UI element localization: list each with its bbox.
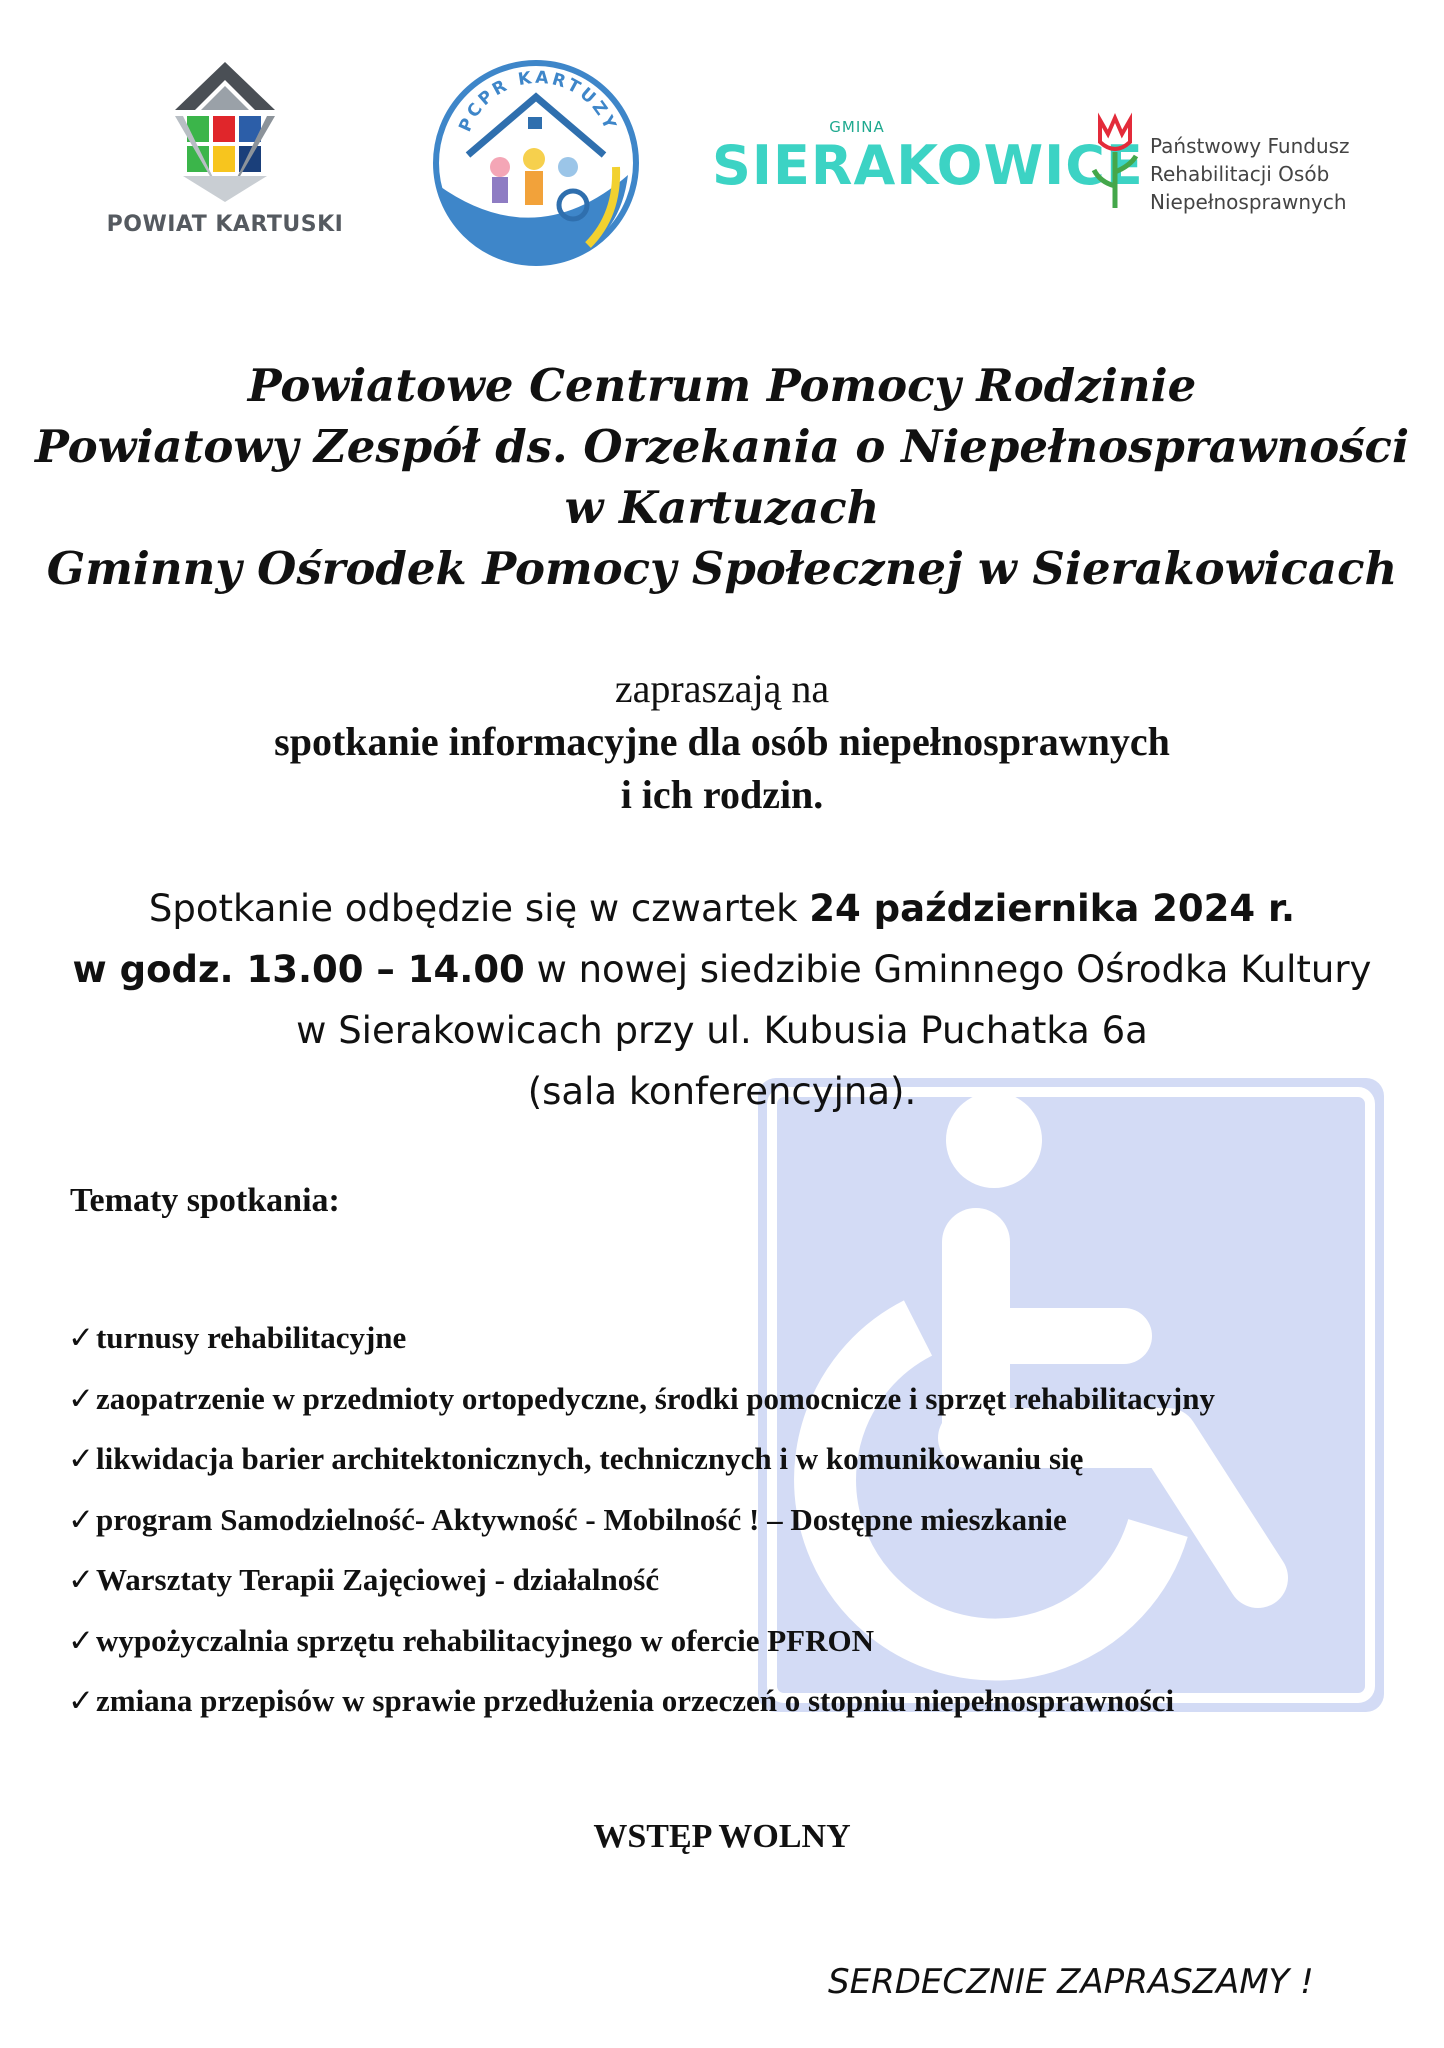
check-icon: ✓	[68, 1380, 94, 1416]
powiat-kartuski-logo	[100, 62, 350, 272]
gmina-sierakowice-logo	[712, 118, 1144, 208]
pfron-tulip-logo-icon	[1090, 112, 1140, 212]
details-intro: Spotkanie odbędzie się w czwartek	[148, 887, 810, 930]
check-icon: ✓	[68, 1441, 94, 1476]
powiat-house-logo-icon	[165, 62, 285, 202]
heading-line-2: Powiatowy Zespół ds. Orzekania o Niepełnosprawności	[34, 420, 1410, 473]
pfron-line-1: Państwowy Fundusz	[1150, 134, 1350, 158]
topics-header: Tematy spotkania:	[70, 1182, 340, 1219]
topic-text: turnusy rehabilitacyjne	[95, 1320, 407, 1355]
check-icon: ✓	[68, 1562, 94, 1597]
gmina-small-label: GMINA	[829, 118, 885, 136]
list-item	[68, 1308, 1215, 1369]
gmina-big-label: SIERAKOWICE	[712, 134, 1144, 197]
details-line-1	[0, 878, 1444, 939]
list-item	[68, 1429, 1215, 1490]
list-item	[68, 1550, 1215, 1611]
invite-intro: zapraszają na	[614, 666, 830, 711]
topic-text: likwidacja barier architektonicznych, technicznych i w komunikowaniu się	[95, 1441, 1084, 1476]
topic-text: wypożyczalnia sprzętu rehabilitacyjnego w ofercie PFRON	[95, 1622, 874, 1658]
pfron-logo	[1090, 112, 1390, 222]
check-icon: ✓	[68, 1683, 94, 1718]
heading-line-4: Gminny Ośrodek Pomocy Społecznej w Sierakowicach	[46, 542, 1398, 595]
heading-line-1: Powiatowe Centrum Pomocy Rodzinie	[247, 359, 1197, 412]
list-item	[68, 1369, 1215, 1430]
list-item	[68, 1611, 1215, 1672]
check-icon: ✓	[68, 1622, 94, 1658]
powiat-label: POWIAT KARTUSKI	[106, 212, 344, 237]
list-item	[68, 1490, 1215, 1551]
check-icon: ✓	[68, 1320, 94, 1355]
topic-text: zaopatrzenie w przedmioty ortopedyczne, środki pomocnicze i sprzęt rehabilitacyjny	[95, 1380, 1215, 1416]
event-details	[0, 878, 1444, 1122]
pcpr-label: PCPR KARTUZY	[455, 67, 621, 135]
pcpr-kartuzy-logo	[428, 55, 644, 271]
free-entry: WSTĘP WOLNY	[593, 1818, 851, 1855]
pcpr-house-family-logo-icon	[428, 55, 644, 271]
details-line-2	[0, 939, 1444, 1000]
event-address: w Sierakowicach przy ul. Kubusia Puchatka 6a	[296, 1009, 1148, 1052]
invitation	[0, 662, 1444, 821]
event-title-line-2: i ich rodzin.	[620, 772, 824, 817]
list-item	[68, 1671, 1215, 1732]
topic-text: zmiana przepisów w sprawie przedłużenia orzeczeń o stopniu niepełnosprawności	[95, 1683, 1175, 1718]
topic-text: program Samodzielność- Aktywność - Mobilność ! – Dostępne mieszkanie	[95, 1501, 1067, 1537]
pfron-line-2: Rehabilitacji Osób	[1150, 162, 1330, 186]
organizers-heading	[0, 355, 1444, 599]
topics-list	[68, 1308, 1215, 1732]
event-date: 24 października 2024 r.	[809, 887, 1296, 930]
pfron-line-3: Niepełnosprawnych	[1150, 190, 1347, 214]
closing-greeting: SERDECZNIE ZAPRASZAMY !	[828, 1962, 1314, 2002]
event-room: (sala konferencyjna).	[527, 1070, 917, 1113]
check-icon: ✓	[68, 1501, 94, 1537]
event-title-line-1: spotkanie informacyjne dla osób niepełnosprawnych	[274, 719, 1170, 764]
event-venue: w nowej siedzibie Gminnego Ośrodka Kultury	[524, 948, 1372, 991]
topic-text: Warsztaty Terapii Zajęciowej - działalność	[95, 1562, 660, 1597]
heading-line-3: w Kartuzach	[564, 481, 880, 534]
event-time: w godz. 13.00 – 14.00	[72, 948, 525, 991]
pfron-name	[1150, 132, 1350, 216]
